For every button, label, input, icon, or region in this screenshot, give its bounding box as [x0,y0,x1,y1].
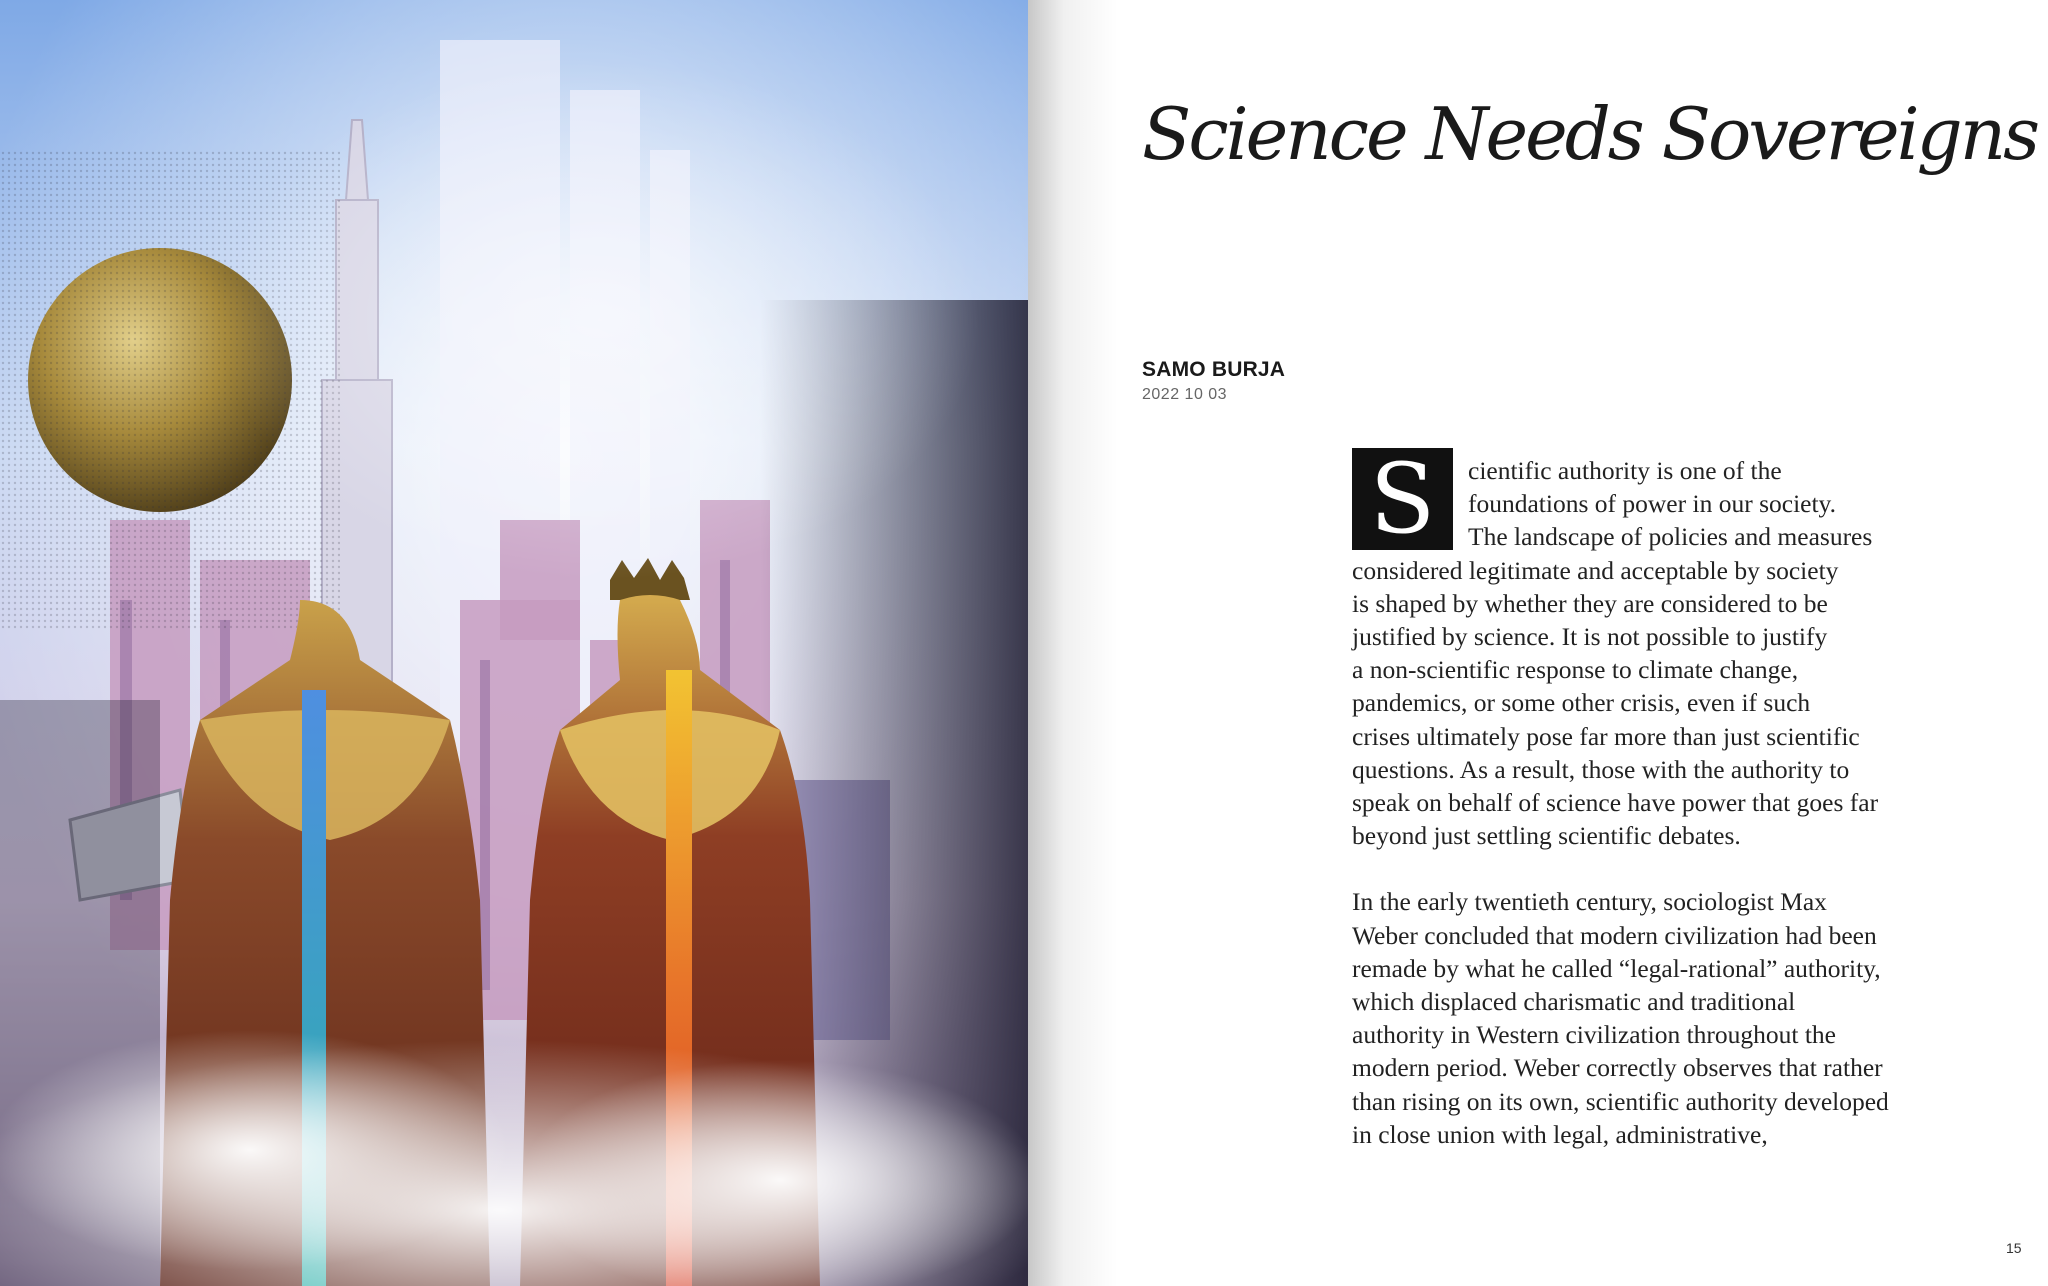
article-title: Science Needs Sovereigns [1142,92,2038,176]
text-line: in close union with legal, administrative, [1352,1119,1768,1149]
author-name: SAMO BURJA [1142,358,1286,381]
text-line: Weber concluded that modern civilization had been [1352,920,1877,950]
text-line: beyond just settling scientific debates. [1352,821,1741,851]
article-page [1028,0,2048,1286]
text-line: questions. As a result, those with the authority to [1352,754,1850,784]
publish-date: 2022 10 03 [1142,386,1228,403]
text-line: The landscape of policies and measures [1468,522,1873,552]
text-line: authority in Western civilization throughout the [1352,1020,1837,1050]
text-line: justified by science. It is not possible to justify [1352,622,1828,652]
drop-cap: S [1352,448,1453,550]
text-line: pandemics, or some other crisis, even if such [1352,688,1811,718]
text-line: than rising on its own, scientific authority developed [1352,1086,1889,1116]
text-line: speak on behalf of science have power that goes far [1352,788,1879,818]
paragraph-gap [1352,852,2022,885]
text-line: a non-scientific response to climate change, [1352,655,1799,685]
text-line: foundations of power in our society. [1468,489,1837,519]
text-line: which displaced charismatic and traditional [1352,987,1796,1017]
paragraph-1 [1352,454,2022,852]
text-line: considered legitimate and acceptable by society [1352,555,1839,585]
text-line: crises ultimately pose far more than just scientific [1352,721,1860,751]
text-line: cientific authority is one of the [1468,456,1782,485]
article-body [1352,454,2022,1151]
text-line: modern period. Weber correctly observes that rather [1352,1053,1883,1083]
text-line: is shaped by whether they are considered to be [1352,588,1828,618]
text-line: In the early twentieth century, sociologist Max [1352,887,1827,917]
page-number: 15 [2006,1240,2022,1256]
paragraph-2 [1352,885,2022,1151]
text-line: remade by what he called “legal-rational” authority, [1352,953,1881,983]
